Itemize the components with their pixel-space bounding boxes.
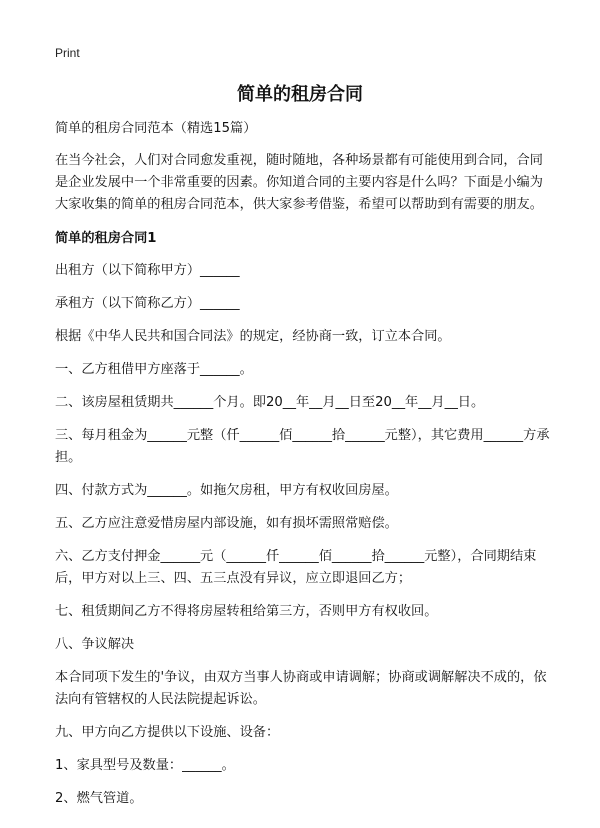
facility-item-1: 1、家具型号及数量：______。 [55, 758, 235, 773]
lessee-line: 承租方（以下简称乙方）______ [55, 296, 240, 311]
dispute-resolution: 本合同项下发生的'争议，由双方当事人协商或申请调解；协商或调解解决不成的，依法向有管辖权的人民法院提起诉讼。 [55, 670, 547, 707]
clause-4: 四、付款方式为______。如拖欠房租，甲方有权收回房屋。 [55, 483, 398, 498]
clause-6: 六、乙方支付押金______元（______仟______佰______拾______元整），合同期结束后，甲方对以上三、四、五三点没有异议，应立即退回乙方； [55, 549, 537, 586]
clause-2: 二、该房屋租赁期共______个月。即20__年__月__日至20__年__月__日。 [55, 395, 485, 410]
intro-paragraph: 在当今社会，人们对合同愈发重视，随时随地，各种场景都有可能使用到合同，合同是企业发展中一个非常重要的因素。你知道合同的主要内容是什么吗？下面是小编为大家收集的简单的租房合同范本，供大家参考借鉴，希望可以帮助到有需要的朋友。 [55, 153, 543, 212]
lessor-line: 出租方（以下简称甲方）______ [55, 263, 240, 278]
clause-7: 七、租赁期间乙方不得将房屋转租给第三方，否则甲方有权收回。 [55, 604, 438, 619]
facility-item-2: 2、燃气管道。 [55, 791, 143, 806]
clause-8-heading: 八、争议解决 [55, 637, 135, 652]
clause-1: 一、乙方租借甲方座落于______。 [55, 362, 253, 377]
section-heading: 简单的租房合同1 [55, 231, 157, 246]
print-link[interactable]: Print [55, 46, 80, 60]
clause-3: 三、每月租金为______元整（仟______佰______拾______元整），其它费用______方承担。 [55, 428, 550, 465]
article-body [55, 118, 551, 821]
page-title: 简单的租房合同 [237, 84, 363, 105]
clause-9-heading: 九、甲方向乙方提供以下设施、设备： [55, 725, 280, 740]
clause-5: 五、乙方应注意爱惜房屋内部设施，如有损坏需照常赔偿。 [55, 516, 398, 531]
article-subtitle: 简单的租房合同范本（精选15篇） [55, 121, 257, 136]
contract-basis: 根据《中华人民共和国合同法》的规定，经协商一致，订立本合同。 [55, 329, 451, 344]
